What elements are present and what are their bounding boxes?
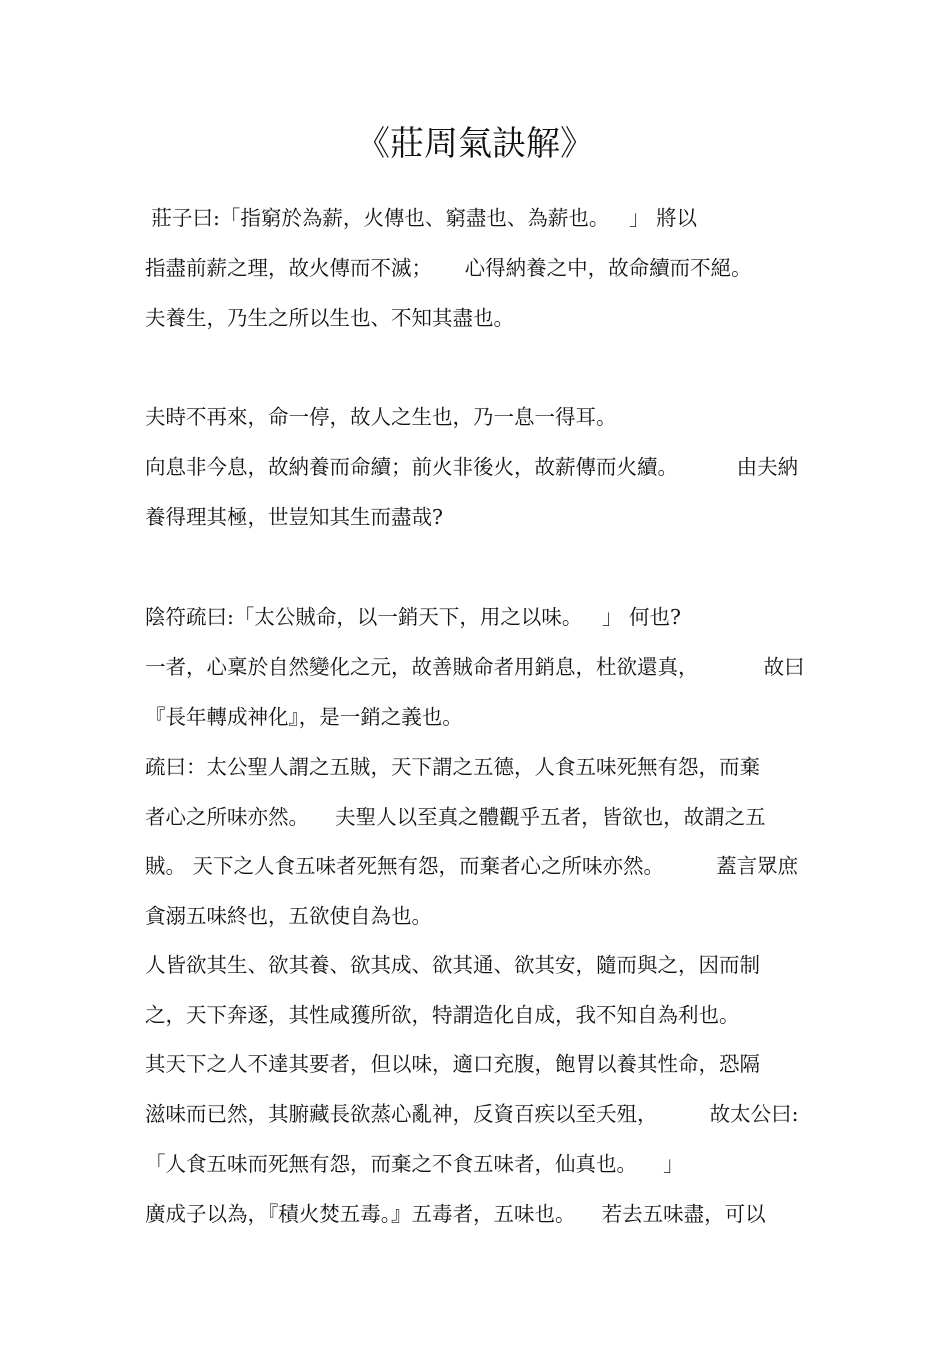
text-line: 夫養生，乃生之所以生也、不知其盡也。 xyxy=(145,306,514,330)
text-line: 一者，心稟於自然變化之元，故善賊命者用銷息，杜欲還真， 故曰 xyxy=(145,655,805,679)
text-line: 人皆欲其生、欲其養、欲其成、欲其通、欲其安，隨而與之，因而制 xyxy=(145,953,760,977)
text-line: 指盡前薪之理，故火傳而不滅； 心得納養之中，故命續而不絕。 xyxy=(145,256,752,280)
text-line: 養得理其極，世豈知其生而盡哉? xyxy=(145,505,443,529)
text-line: 者心之所味亦然。 夫聖人以至真之體觀乎五者，皆欲也，故謂之五 xyxy=(145,805,766,829)
text-line: 滋味而已然，其腑藏長欲蒸心亂神，反資百疾以至夭殂， 故太公曰: xyxy=(145,1102,799,1126)
text-line: 賊。 天下之人食五味者死無有怨，而棄者心之所味亦然。 蓋言眾庶 xyxy=(145,854,799,878)
text-line: 『長年轉成神化』，是一銷之義也。 xyxy=(145,705,463,729)
text-line: 夫時不再來，命一停，故人之生也，乃一息一得耳。 xyxy=(145,405,617,429)
text-line: 疏曰：太公聖人謂之五賊，天下謂之五德，人食五味死無有怨，而棄 xyxy=(145,755,760,779)
text-line: 陰符疏曰:「太公賊命，以一銷天下，用之以味。 」 何也? xyxy=(145,605,681,629)
text-line: 向息非今息，故納養而命續；前火非後火，故薪傳而火續。 由夫納 xyxy=(145,455,799,479)
text-line: 莊子曰:「指窮於為薪，火傳也、窮盡也、為薪也。 」 將以 xyxy=(145,206,697,230)
text-line: 「人食五味而死無有怨，而棄之不食五味者，仙真也。 」 xyxy=(145,1152,684,1176)
text-line: 之，天下奔逐，其性咸獲所欲，特謂造化自成，我不知自為利也。 xyxy=(145,1003,740,1027)
document-title: 《莊周氣訣解》 xyxy=(356,124,594,164)
text-line: 貪溺五味終也，五欲使自為也。 xyxy=(145,904,432,928)
text-line: 其天下之人不達其要者，但以味，適口充腹，飽胃以養其性命，恐隔 xyxy=(145,1052,760,1076)
text-line: 廣成子以為，『積火焚五毒。』五毒者，五味也。 若去五味盡，可以 xyxy=(145,1202,766,1226)
